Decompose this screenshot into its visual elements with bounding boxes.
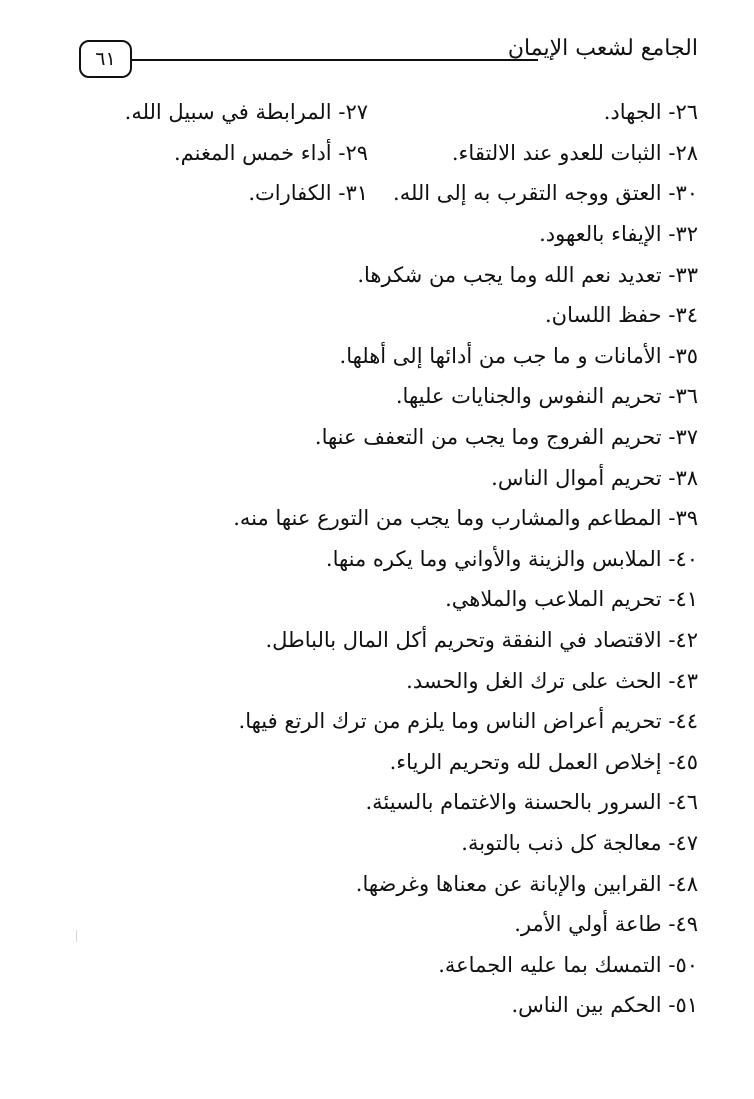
- item-number: ٢٧-: [338, 100, 368, 125]
- list-item: [60, 620, 698, 661]
- item-number: ٢٨-: [668, 140, 698, 165]
- item-number: ٣٠-: [668, 181, 698, 206]
- list-item: [60, 904, 698, 945]
- item-number: ٣٥-: [668, 343, 698, 368]
- item-number: ٤١-: [668, 587, 698, 612]
- item-text: حفظ اللسان.: [545, 303, 662, 328]
- item-text: الكفارات.: [248, 181, 332, 206]
- list-item-entry: [539, 222, 698, 246]
- list-item: [60, 579, 698, 620]
- list-item-entry: [124, 100, 368, 125]
- list-item-entry: [365, 790, 698, 814]
- list-item: [60, 295, 698, 336]
- item-text: تعديد نعم الله وما يجب من شكرها.: [357, 262, 662, 287]
- list-item-entry: [406, 669, 698, 693]
- item-number: ٤٣-: [668, 668, 698, 693]
- item-number: ٤٠-: [668, 546, 698, 571]
- list-item: [60, 133, 698, 174]
- list-item: [60, 782, 698, 823]
- list-item-entry: [461, 831, 698, 855]
- item-text: معالجة كل ذنب بالتوبة.: [461, 830, 662, 855]
- item-text: الجهاد.: [603, 100, 662, 125]
- item-text: المرابطة في سبيل الله.: [124, 100, 332, 125]
- item-text: الأمانات و ما جب من أدائها إلى أهلها.: [339, 343, 662, 368]
- item-text: إخلاص العمل لله وتحريم الرياء.: [389, 749, 662, 774]
- list-item-entry: [390, 750, 698, 774]
- item-number: ٣١-: [338, 181, 368, 206]
- list-item-entry: [233, 506, 698, 530]
- item-number: ٢٦-: [668, 100, 698, 125]
- list-item: [60, 254, 698, 295]
- scan-mark: [76, 930, 77, 942]
- list-item-entry: [326, 547, 698, 571]
- list-item-entry: [511, 993, 698, 1017]
- list-item: [60, 173, 698, 214]
- list-item: [60, 92, 698, 133]
- item-number: ٣٦-: [668, 384, 698, 409]
- list-item: [60, 498, 698, 539]
- list-item-entry: [396, 384, 698, 408]
- item-number: ٥١-: [668, 993, 698, 1018]
- list-item-entry: [128, 181, 368, 205]
- list-item-entry: [357, 263, 698, 287]
- item-number: ٤٢-: [668, 628, 698, 653]
- item-text: الحث على ترك الغل والحسد.: [406, 668, 662, 693]
- list-item-entry: [128, 141, 368, 165]
- item-text: الإيفاء بالعهود.: [539, 222, 662, 247]
- item-text: القرابين والإبانة عن معناها وغرضها.: [355, 871, 662, 896]
- item-text: الحكم بين الناس.: [511, 993, 662, 1018]
- list-item: [60, 985, 698, 1026]
- item-number: ٣٤-: [668, 303, 698, 328]
- list-item: [60, 417, 698, 458]
- item-text: الاقتصاد في النفقة وتحريم أكل المال بالباطل.: [265, 628, 662, 653]
- page-number-box: [79, 40, 132, 78]
- item-number: ٣٧-: [668, 425, 698, 450]
- item-number: ٤٦-: [668, 790, 698, 815]
- list-item: [60, 539, 698, 580]
- list-item-entry: [545, 303, 698, 327]
- item-text: تحريم الملاعب والملاهي.: [445, 587, 662, 612]
- item-number: ٥٠-: [668, 952, 698, 977]
- list-item: [60, 823, 698, 864]
- list-item-entry: [514, 912, 698, 936]
- item-number: ٤٧-: [668, 830, 698, 855]
- list-item: [60, 336, 698, 377]
- list-item: [60, 742, 698, 783]
- item-number: ٣٢-: [668, 222, 698, 247]
- item-text: الملابس والزينة والأواني وما يكره منها.: [325, 546, 662, 571]
- item-text: تحريم أموال الناس.: [491, 465, 662, 490]
- item-text: تحريم النفوس والجنايات عليها.: [395, 384, 662, 409]
- item-text: المطاعم والمشارب وما يجب من التورع عنها منه.: [233, 506, 662, 531]
- list-item-entry: [356, 872, 698, 896]
- list-item-entry: [368, 141, 698, 165]
- page-number: ٦١: [95, 47, 116, 70]
- list-item: [60, 944, 698, 985]
- list-item: [60, 660, 698, 701]
- item-number: ٢٩-: [338, 140, 368, 165]
- branches-list: [60, 92, 698, 1026]
- item-number: ٤٨-: [668, 871, 698, 896]
- header-rule: [132, 59, 538, 61]
- item-text: السرور بالحسنة والاغتمام بالسيئة.: [365, 790, 662, 815]
- list-item-entry: [315, 425, 698, 449]
- list-item: [60, 376, 698, 417]
- item-text: طاعة أولي الأمر.: [514, 912, 662, 937]
- list-item-entry: [368, 100, 698, 124]
- list-item-entry: [340, 344, 698, 368]
- item-text: التمسك بما عليه الجماعة.: [438, 952, 662, 977]
- item-number: ٣٨-: [668, 465, 698, 490]
- item-text: أداء خمس المغنم.: [174, 140, 332, 165]
- list-item-entry: [239, 709, 698, 733]
- list-item: [60, 863, 698, 904]
- list-item: [60, 214, 698, 255]
- list-item: [60, 701, 698, 742]
- list-item-entry: [265, 628, 698, 652]
- item-text: تحريم الفروج وما يجب من التعفف عنها.: [314, 425, 662, 450]
- item-number: ٤٩-: [668, 912, 698, 937]
- list-item-entry: [445, 587, 698, 611]
- item-text: العتق ووجه التقرب به إلى الله.: [393, 181, 662, 206]
- item-number: ٤٥-: [668, 749, 698, 774]
- item-number: ٣٣-: [668, 262, 698, 287]
- item-text: الثبات للعدو عند الالتقاء.: [451, 140, 662, 165]
- item-text: تحريم أعراض الناس وما يلزم من ترك الرتع فيها.: [238, 709, 662, 734]
- item-number: ٣٩-: [668, 506, 698, 531]
- list-item-entry: [438, 953, 698, 977]
- list-item-entry: [368, 181, 698, 205]
- running-header-title: الجامع لشعب الإيمان: [507, 36, 698, 61]
- list-item: [60, 457, 698, 498]
- list-item-entry: [491, 466, 698, 490]
- item-number: ٤٤-: [668, 709, 698, 734]
